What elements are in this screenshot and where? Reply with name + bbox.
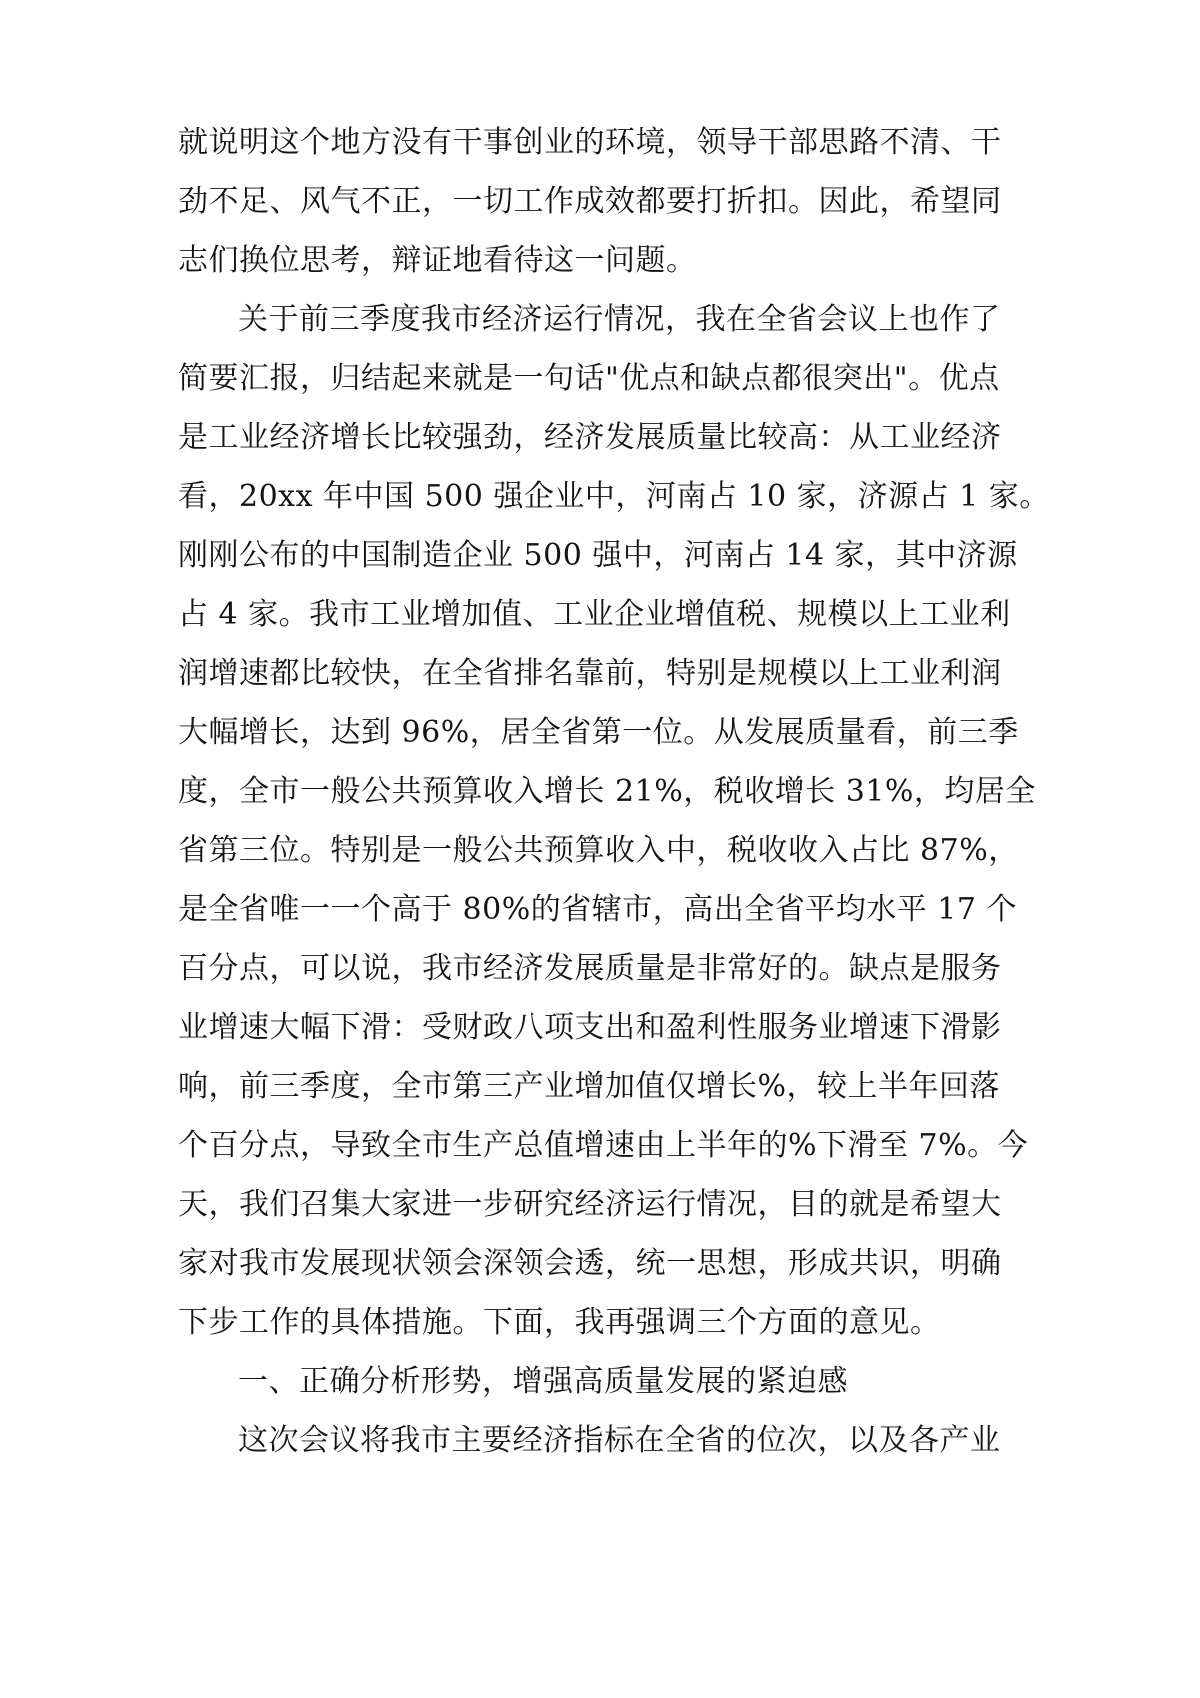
- text-line: 看，20xx 年中国 500 强企业中，河南占 10 家，济源占 1 家。: [178, 479, 1050, 514]
- text-line: 刚刚公布的中国制造企业 500 强中，河南占 14 家，其中济源: [178, 538, 1018, 573]
- text-line: 度，全市一般公共预算收入增长 21%，税收增长 31%，均居全: [178, 774, 1036, 809]
- text-line: 劲不足、风气不正，一切工作成效都要打折扣。因此，希望同: [178, 184, 1002, 219]
- text-line: 简要汇报，归结起来就是一句话"优点和缺点都很突出"。优点: [178, 361, 1000, 396]
- text-line: 志们换位思考，辩证地看待这一问题。: [178, 243, 697, 278]
- text-line: 个百分点，导致全市生产总值增速由上半年的%下滑至 7%。今: [178, 1128, 1029, 1163]
- document-body: [178, 113, 1050, 1470]
- text-line: 就说明这个地方没有干事创业的环境，领导干部思路不清、干: [178, 125, 1002, 160]
- text-line: 是工业经济增长比较强劲，经济发展质量比较高：从工业经济: [178, 420, 1002, 455]
- text-line: 家对我市发展现状领会深领会透，统一思想，形成共识，明确: [178, 1246, 1002, 1281]
- text-line: 省第三位。特别是一般公共预算收入中，税收收入占比 87%，: [178, 833, 1019, 868]
- text-line: 响，前三季度，全市第三产业增加值仅增长%，较上半年回落: [178, 1069, 1001, 1104]
- text-line: 天，我们召集大家进一步研究经济运行情况，目的就是希望大: [178, 1187, 1002, 1222]
- text-line: 是全省唯一一个高于 80%的省辖市，高出全省平均水平 17 个: [178, 892, 1017, 927]
- text-line: 下步工作的具体措施。下面，我再强调三个方面的意见。: [178, 1305, 941, 1340]
- paragraph-first-line: 这次会议将我市主要经济指标在全省的位次，以及各产业: [238, 1423, 1001, 1458]
- text-line: 业增速大幅下滑：受财政八项支出和盈利性服务业增速下滑影: [178, 1010, 1002, 1045]
- paragraph-first-line: 关于前三季度我市经济运行情况，我在全省会议上也作了: [238, 302, 1001, 337]
- text-line: 润增速都比较快，在全省排名靠前，特别是规模以上工业利润: [178, 656, 1002, 691]
- section-heading: 一、正确分析形势，增强高质量发展的紧迫感: [238, 1364, 848, 1399]
- text-line: 百分点，可以说，我市经济发展质量是非常好的。缺点是服务: [178, 951, 1002, 986]
- text-line: 大幅增长，达到 96%，居全省第一位。从发展质量看，前三季: [178, 715, 1019, 750]
- text-line: 占 4 家。我市工业增加值、工业企业增值税、规模以上工业利: [178, 597, 1011, 632]
